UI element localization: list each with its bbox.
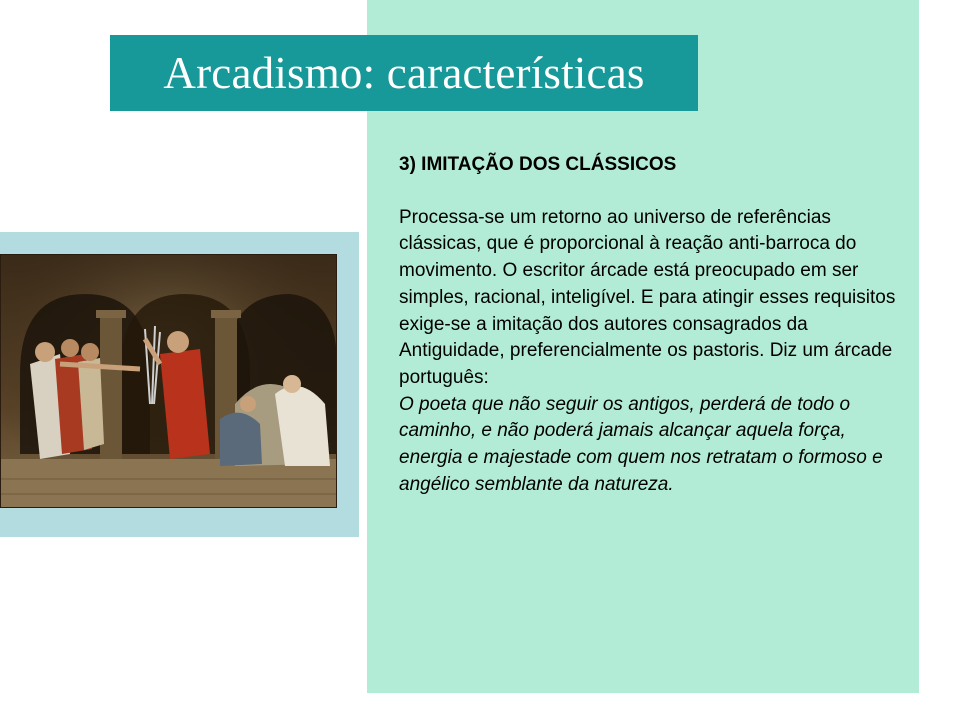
content-text-block [399,152,899,498]
slide-title: Arcadismo: características [163,48,645,98]
section-heading: 3) IMITAÇÃO DOS CLÁSSICOS [399,154,677,175]
title-banner [110,35,698,111]
quote-paragraph: O poeta que não seguir os antigos, perderá de todo o caminho, e não poderá jamais alcançar aquela força, energia e majestade com quem nos retratam o formoso e angélico semblante da natureza. [399,393,883,495]
body-paragraph: Processa-se um retorno ao universo de referências clássicas, que é proporcional à reação anti-barroca do movimento. O escritor árcade está preocupado em ser simples, racional, inteligível. E para atingir esses requisitos exige-se a imitação dos autores consagrados da Antiguidade, preferencialmente os pastoris. Diz um árcade português: [399,206,896,388]
painting-image [0,254,337,508]
